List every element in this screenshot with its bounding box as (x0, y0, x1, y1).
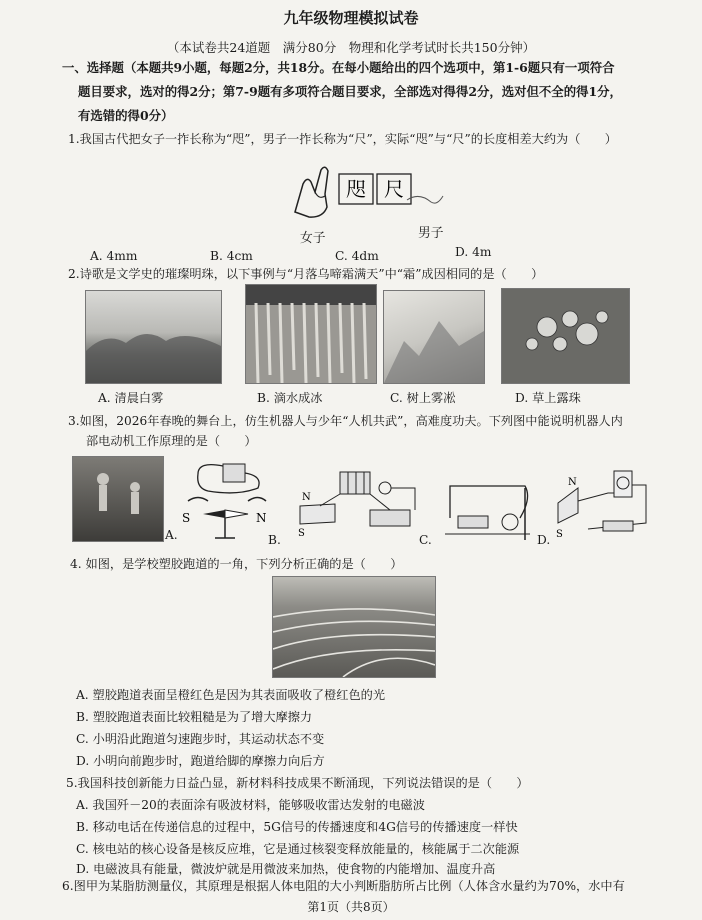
diagram-d-electromagnetic (548, 463, 653, 543)
label-male: 男子 (418, 226, 444, 241)
q4-option-d: D. 小明向前跑步时，跑道给脚的摩擦力向后方 (76, 754, 325, 768)
question-1-stem: 1.我国古代把女子一拃长称为“咫”，男子一拃长称为“尺”，实际“咫”与“尺”的长度相差大约为（ ） (68, 132, 617, 146)
motor-pole-s: S (298, 528, 305, 539)
photo-icicles (245, 284, 377, 384)
q3-option-b: B. (268, 533, 281, 547)
question-3-stem-line2: 部电动机工作原理的是（ ） (86, 434, 257, 448)
scribble-mark (405, 190, 445, 208)
question-4-stem: 4. 如图，是学校塑胶跑道的一角，下列分析正确的是（ ） (70, 557, 403, 571)
question-6-stem: 6.图甲为某脂肪测量仪，其原理是根据人体电阻的大小判断脂肪所占比例（人体含水量约为70%，水中有 (62, 879, 625, 893)
diagram-c-generator (440, 478, 535, 543)
question-2-stem: 2.诗歌是文学史的璀璨明珠，以下事例与“月落乌啼霜满天”中“霜”成因相同的是（ ） (68, 267, 544, 281)
q5-option-b: B. 移动电话在传递信息的过程中，5G信号的传播速度和4G信号的传播速度一样快 (76, 820, 518, 834)
q3-option-d: D. (537, 533, 551, 547)
diagram-d-pole-s: S (556, 529, 563, 540)
diagram-b-motor (290, 466, 420, 541)
question-3-stem-line1: 3.如图，2026年春晚的舞台上，仿生机器人与少年“人机共武”，高难度功夫。下列图中能说明机器人内 (68, 414, 623, 428)
diagram-d-pole-n: N (568, 477, 577, 488)
section-heading-line1: 一、选择题（本题共9小题，每题2分，共18分。在每小题给出的四个选项中，第1-6题只有一项符合 (62, 60, 615, 75)
q2-option-c: C. 树上雾凇 (390, 391, 456, 405)
q3-option-a: A. (165, 528, 178, 542)
pole-s: S (182, 511, 191, 525)
photo-robot-kungfu (72, 456, 164, 542)
q1-option-a: A. 4mm (90, 249, 138, 263)
question-5-stem: 5.我国科技创新能力日益凸显，新材料科技成果不断涌现，下列说法错误的是（ ） (66, 776, 529, 790)
page-footer: 第1页（共8页） (307, 900, 395, 914)
q4-option-c: C. 小明沿此跑道匀速跑步时，其运动状态不变 (76, 732, 325, 746)
photo-rime-on-tree (383, 290, 485, 384)
label-female: 女子 (300, 231, 326, 246)
q1-option-b: B. 4cm (210, 249, 253, 263)
motor-pole-n: N (302, 492, 311, 503)
q3-option-c: C. (419, 533, 432, 547)
exam-subtitle: （本试卷共24道题 满分80分 物理和化学考试时长共150分钟） (166, 40, 536, 55)
q2-option-b: B. 滴水成冰 (257, 391, 323, 405)
exam-title: 九年级物理模拟试卷 (283, 9, 419, 27)
q2-option-a: A. 清晨白雾 (98, 391, 164, 405)
q1-option-d: D. 4m (455, 245, 492, 259)
diagram-a-compass (178, 456, 273, 546)
q4-option-b: B. 塑胶跑道表面比较粗糙是为了增大摩擦力 (76, 710, 313, 724)
photo-running-track (272, 576, 436, 678)
q2-option-d: D. 草上露珠 (515, 391, 581, 405)
char-chi: 尺 (384, 177, 404, 201)
q4-option-a: A. 塑胶跑道表面呈橙红色是因为其表面吸收了橙红色的光 (76, 688, 386, 702)
section-heading-line3: 有选错的得0分） (78, 108, 174, 123)
q5-option-d: D. 电磁波具有能量，微波炉就是用微波来加热，使食物的内能增加、温度升高 (76, 862, 496, 876)
pole-n: N (256, 511, 267, 525)
q5-option-c: C. 核电站的核心设备是核反应堆，它是通过核裂变释放能量的，核能属于二次能源 (76, 842, 520, 856)
q1-option-c: C. 4dm (335, 249, 379, 263)
section-heading-line2: 题目要求，选对的得2分；第7-9题有多项符合题目要求，全部选对得得2分，选对但不全的得1分， (78, 84, 622, 99)
char-zhi: 咫 (346, 177, 366, 201)
photo-morning-fog (85, 290, 222, 384)
photo-dew-on-grass (501, 288, 630, 384)
q5-option-a: A. 我国歼－20的表面涂有吸波材料，能够吸收雷达发射的电磁波 (76, 798, 425, 812)
